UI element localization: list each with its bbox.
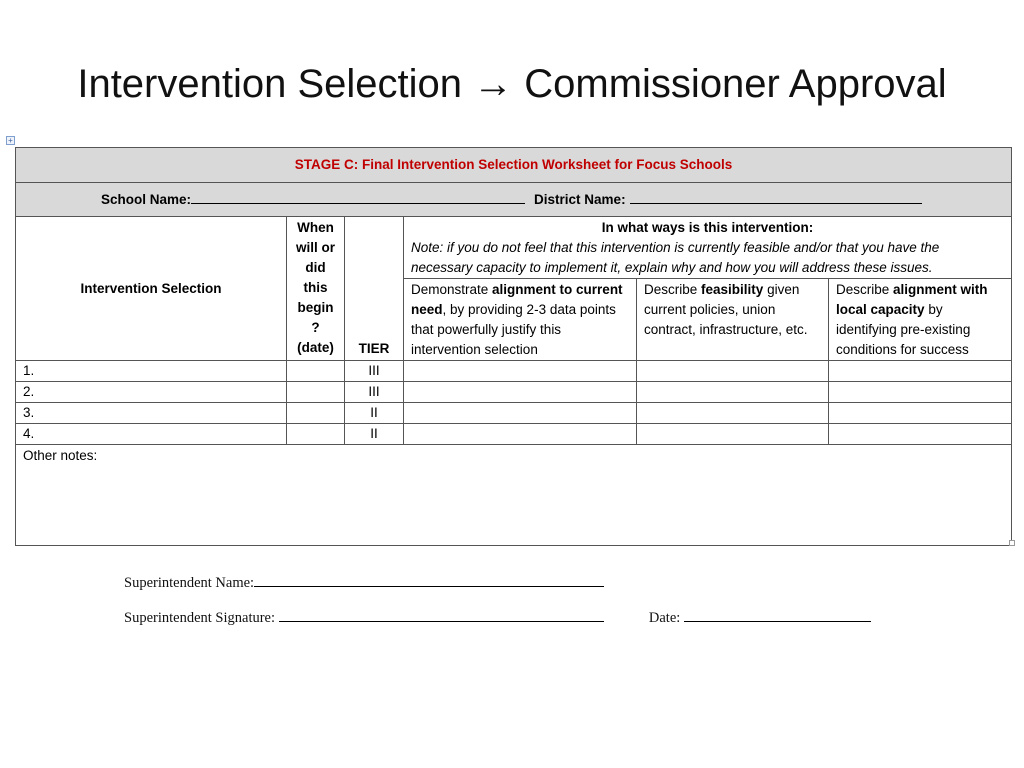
row-number[interactable]: 1. (16, 361, 287, 382)
row-feasibility-cell[interactable] (637, 382, 829, 403)
header-feasibility (637, 279, 829, 361)
district-name-label: District Name: (534, 191, 626, 207)
header-when-line: begin (297, 300, 334, 315)
header-when-line: (date) (297, 340, 334, 355)
date-label: Date: (648, 610, 681, 626)
stage-title: STAGE C: Final Intervention Selection Worksheet for Focus Schools (16, 148, 1012, 183)
header-tier: TIER (345, 217, 404, 361)
row-capacity-cell[interactable] (829, 403, 1012, 424)
header-text: given current policies, union contract, infrastructure, etc. (644, 282, 808, 337)
slide-title-right: Commissioner Approval (524, 62, 947, 106)
superintendent-signature-row (124, 608, 871, 627)
header-when-line: this (303, 280, 328, 295)
slide-title-left: Intervention Selection (77, 62, 463, 106)
header-when (287, 217, 345, 361)
row-number[interactable]: 3. (16, 403, 287, 424)
header-text: , by providing 2-3 data points that powerfully justify this intervention selection (411, 302, 616, 357)
row-alignment-cell[interactable] (404, 403, 637, 424)
table-row (16, 424, 1012, 445)
row-feasibility-cell[interactable] (637, 361, 829, 382)
ways-note: Note: if you do not feel that this intervention is currently feasible and/or that you have the necessary capacity to implement it, explain why and how you will address these issues. (411, 240, 940, 275)
school-district-row (16, 183, 1012, 217)
table-row (16, 382, 1012, 403)
superintendent-name-field[interactable] (254, 573, 604, 587)
row-alignment-cell[interactable] (404, 382, 637, 403)
row-date-cell[interactable] (287, 403, 345, 424)
other-notes-label: Other notes: (23, 448, 98, 463)
header-text: by identifying pre-existing conditions for success (836, 302, 971, 357)
row-tier[interactable]: III (345, 361, 404, 382)
right-arrow-icon: → (473, 62, 514, 106)
header-alignment-need (404, 279, 637, 361)
header-when-line: did (305, 260, 326, 275)
row-date-cell[interactable] (287, 382, 345, 403)
row-capacity-cell[interactable] (829, 424, 1012, 445)
superintendent-signature-field[interactable] (279, 608, 604, 622)
header-local-capacity (829, 279, 1012, 361)
header-when-line: ? (311, 320, 320, 335)
table-move-handle-icon[interactable]: + (6, 136, 15, 145)
row-number[interactable]: 4. (16, 424, 287, 445)
other-notes-cell[interactable] (16, 445, 1012, 546)
row-alignment-cell[interactable] (404, 361, 637, 382)
row-feasibility-cell[interactable] (637, 424, 829, 445)
superintendent-name-row (124, 573, 604, 592)
header-when-line: will or (295, 240, 335, 255)
header-text: Demonstrate (411, 282, 493, 297)
row-capacity-cell[interactable] (829, 361, 1012, 382)
table-resize-handle[interactable] (1009, 540, 1015, 546)
row-date-cell[interactable] (287, 361, 345, 382)
school-name-label: School Name: (101, 191, 192, 207)
row-tier[interactable]: II (345, 403, 404, 424)
row-capacity-cell[interactable] (829, 382, 1012, 403)
school-name-field[interactable] (191, 192, 525, 204)
row-number[interactable]: 2. (16, 382, 287, 403)
row-alignment-cell[interactable] (404, 424, 637, 445)
slide-title (0, 58, 1024, 110)
header-text: Describe (836, 282, 894, 297)
header-intervention-selection: Intervention Selection (16, 217, 287, 361)
row-tier[interactable]: III (345, 382, 404, 403)
header-when-line: When (297, 220, 334, 235)
header-text: Describe (644, 282, 702, 297)
header-bold-text: alignment with local capacity (836, 282, 988, 317)
table-row (16, 361, 1012, 382)
header-bold-text: feasibility (701, 282, 764, 297)
superintendent-signature-label: Superintendent Signature: (124, 610, 276, 626)
header-bold-text: alignment to current need (411, 282, 623, 317)
superintendent-name-label: Superintendent Name: (124, 575, 255, 591)
date-field[interactable] (684, 608, 871, 622)
district-name-field[interactable] (630, 192, 922, 204)
ways-question: In what ways is this intervention: (601, 220, 814, 235)
header-ways (404, 217, 1012, 279)
row-tier[interactable]: II (345, 424, 404, 445)
worksheet-table (15, 147, 1012, 546)
table-row (16, 403, 1012, 424)
row-date-cell[interactable] (287, 424, 345, 445)
row-feasibility-cell[interactable] (637, 403, 829, 424)
